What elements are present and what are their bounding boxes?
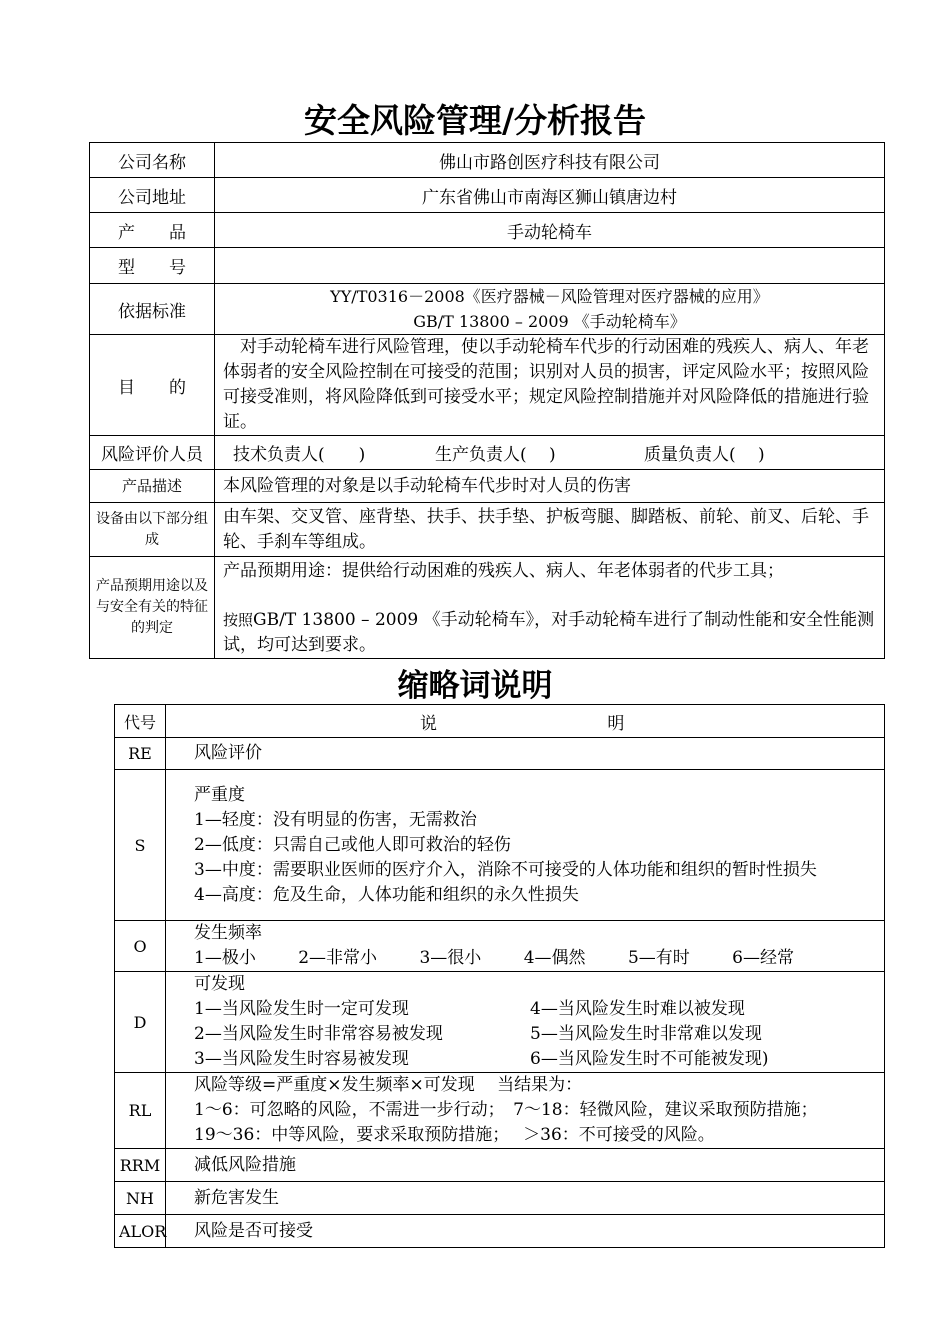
abbreviations-table [114, 704, 885, 1248]
abbr-desc-s [166, 770, 885, 921]
label-standard: 依据标准 [90, 284, 215, 335]
evaluator-quality: 质量负责人( ) [644, 445, 765, 465]
o-value-2: 2—非常小 [298, 948, 378, 968]
abbr-desc-d [166, 972, 885, 1073]
label-model: 型 号 [90, 248, 215, 284]
abbr-row-re [115, 738, 885, 770]
intended-use-line-2-text: GB/T 13800 – 2009 《手动轮椅车》，对手动轮椅车进行了制动性能和安全性能测试，均可达到要求。 [223, 610, 875, 655]
row-description [90, 470, 885, 503]
row-intended-use [90, 557, 885, 659]
abbr-header-row [115, 705, 885, 738]
o-value-6: 6—经常 [732, 948, 794, 968]
s-level-2: 2—低度：只需自己或他人即可救治的轻伤 [194, 834, 511, 855]
s-level-3: 3—中度：需要职业医师的医疗介入，消除不可接受的人体功能和组织的暂时性损失 [194, 859, 817, 880]
abbr-desc-rl [166, 1073, 885, 1149]
d-level-6: 6—当风险发生时不可能被发现) [530, 1049, 769, 1069]
report-info-table [89, 142, 885, 659]
abbreviations-title: 缩略词说明 [397, 668, 553, 704]
value-intended-use [215, 557, 885, 659]
d-level-1: 1—当风险发生时一定可发现 [194, 999, 409, 1019]
abbr-row-s [115, 770, 885, 921]
row-product [90, 213, 885, 248]
standard-line-2: GB/T 13800 – 2009 《手动轮椅车》 [413, 312, 686, 331]
report-title: 安全风险管理/分析报告 [303, 101, 647, 140]
s-level-1: 1—轻度：没有明显的伤害，无需救治 [194, 809, 477, 830]
abbr-header-desc-left: 说 [420, 713, 437, 734]
label-company-name: 公司名称 [90, 143, 215, 178]
label-product: 产 品 [90, 213, 215, 248]
s-level-4: 4—高度：危及生命，人体功能和组织的永久性损失 [194, 884, 579, 905]
o-value-3: 3—很小 [419, 948, 482, 968]
evaluator-tech: 技术负责人( ) [233, 445, 366, 465]
rl-formula: 风险等级=严重度×发生频率×可发现 当结果为： [194, 1075, 583, 1095]
abbr-row-rl [115, 1073, 885, 1149]
d-level-3: 3—当风险发生时容易被发现 [194, 1049, 409, 1069]
d-level-5: 5—当风险发生时非常难以发现 [530, 1024, 762, 1044]
o-value-5: 5—有时 [627, 948, 690, 968]
abbr-header-desc [166, 705, 885, 738]
abbr-row-d [115, 972, 885, 1073]
o-values [176, 946, 794, 971]
label-components: 设备由以下部分组成 [90, 503, 215, 557]
abbr-code-rrm: RRM [115, 1149, 166, 1182]
rl-ranges-2: 19～36：中等风险，要求采取预防措施； ＞36：不可接受的风险。 [194, 1125, 715, 1145]
row-standard [90, 284, 885, 335]
value-company-address: 广东省佛山市南海区狮山镇唐边村 [215, 178, 885, 213]
label-evaluators: 风险评价人员 [90, 436, 215, 470]
abbr-code-s: S [115, 770, 166, 921]
row-evaluators [90, 436, 885, 470]
abbr-desc-re: 风险评价 [166, 738, 885, 770]
intended-use-line-2-prefix: 按照 [223, 611, 254, 629]
abbr-code-d: D [115, 972, 166, 1073]
o-value-1: 1—极小 [194, 948, 256, 968]
s-heading: 严重度 [194, 784, 245, 805]
value-evaluators [215, 436, 885, 470]
abbr-header-code: 代号 [115, 705, 166, 738]
d-heading: 可发现 [194, 974, 245, 994]
row-purpose [90, 335, 885, 436]
o-value-4: 4—偶然 [523, 948, 586, 968]
standard-line-1: YY/T0316－2008《医疗器械－风险管理对医疗器械的应用》 [330, 287, 769, 306]
value-standard [215, 284, 885, 335]
abbr-desc-nh: 新危害发生 [166, 1182, 885, 1215]
row-components [90, 503, 885, 557]
evaluator-production: 生产负责人( ) [435, 445, 556, 465]
abbr-header-desc-right: 明 [607, 713, 625, 734]
value-product: 手动轮椅车 [215, 213, 885, 248]
abbr-desc-rrm: 减低风险措施 [166, 1149, 885, 1182]
label-intended-use: 产品预期用途以及与安全有关的特征的判定 [90, 557, 215, 659]
value-purpose: 对手动轮椅车进行风险管理，使以手动轮椅车代步的行动困难的残疾人、病人、年老体弱者的安全风险控制在可接受的范围；识别对人员的损害，评定风险水平；按照风险可接受准则，将风险降低到可接受水平；规定风险控制措施并对风险降低的措施进行验证。 [215, 335, 885, 436]
value-components: 由车架、交叉管、座背垫、扶手、扶手垫、护板弯腿、脚踏板、前轮、前叉、后轮、手轮、手刹车等组成。 [215, 503, 885, 557]
row-company-address [90, 178, 885, 213]
value-description: 本风险管理的对象是以手动轮椅车代步时对人员的伤害 [215, 470, 885, 503]
abbr-code-re: RE [115, 738, 166, 770]
o-heading: 发生频率 [194, 923, 262, 943]
rl-ranges-1: 1～6：可忽略的风险，不需进一步行动； 7～18：轻微风险，建议采取预防措施； [194, 1100, 818, 1120]
abbr-code-o: O [115, 921, 166, 972]
value-company-name: 佛山市路创医疗科技有限公司 [215, 143, 885, 178]
abbr-desc-alor: 风险是否可接受 [166, 1215, 885, 1248]
label-company-address: 公司地址 [90, 178, 215, 213]
row-model [90, 248, 885, 284]
abbr-code-alor: ALOR [115, 1215, 166, 1248]
d-level-2: 2—当风险发生时非常容易被发现 [194, 1024, 443, 1044]
abbr-code-nh: NH [115, 1182, 166, 1215]
d-level-4: 4—当风险发生时难以被发现 [530, 999, 745, 1019]
abbr-row-rrm [115, 1149, 885, 1182]
label-purpose: 目 的 [90, 335, 215, 436]
intended-use-line-2 [223, 608, 876, 658]
abbr-row-nh [115, 1182, 885, 1215]
abbr-row-o [115, 921, 885, 972]
value-model [215, 248, 885, 284]
row-company-name [90, 143, 885, 178]
label-description: 产品描述 [90, 470, 215, 503]
abbr-row-alor [115, 1215, 885, 1248]
intended-use-line-1: 产品预期用途：提供给行动困难的残疾人、病人、年老体弱者的代步工具； [223, 561, 784, 581]
abbr-code-rl: RL [115, 1073, 166, 1149]
abbr-desc-o [166, 921, 885, 972]
